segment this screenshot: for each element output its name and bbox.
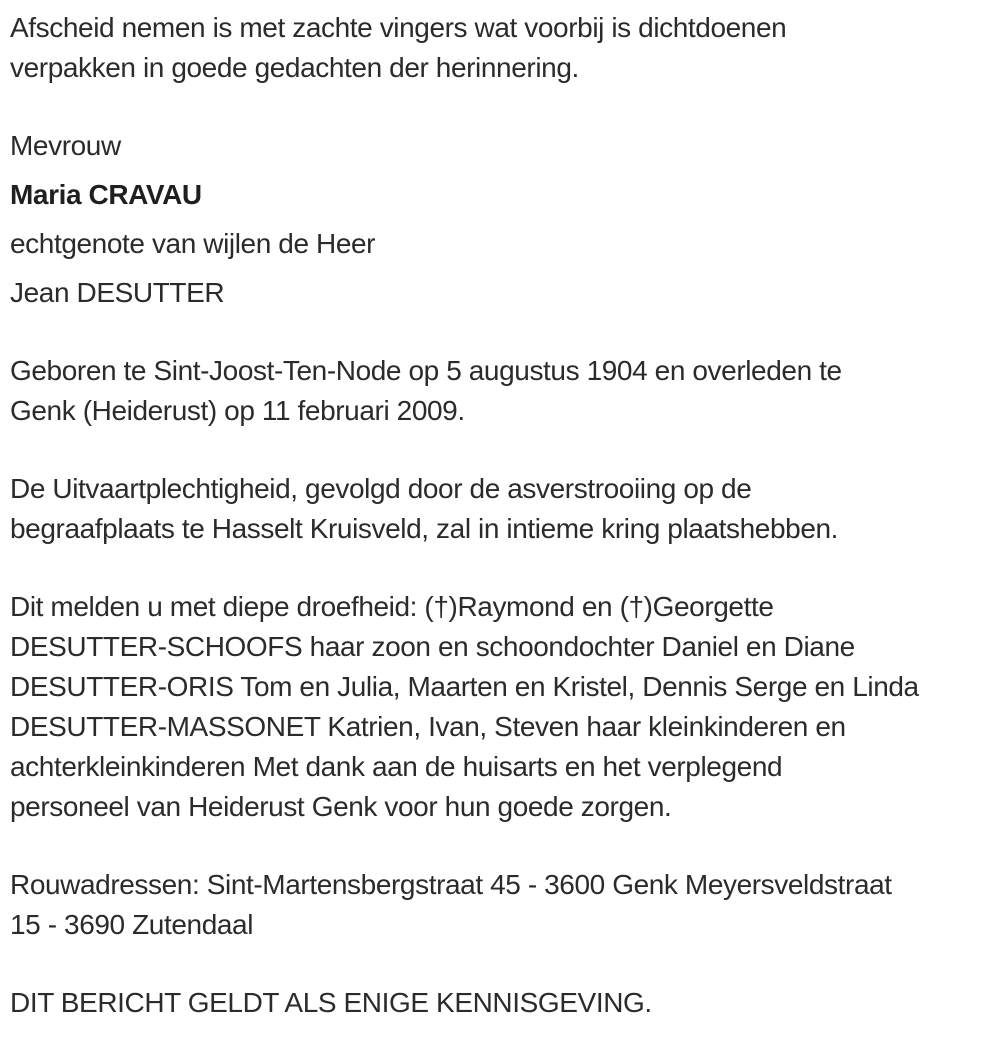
text-line: Genk (Heiderust) op 11 februari 2009. [10, 395, 465, 426]
text-line: personeel van Heiderust Genk voor hun goede zorgen. [10, 791, 672, 822]
text-line: De Uitvaartplechtigheid, gevolgd door de asverstrooiing op de [10, 473, 752, 504]
opening-verse [10, 8, 990, 88]
spouse-name [10, 273, 990, 313]
text-line: DESUTTER-ORIS Tom en Julia, Maarten en Kristel, Dennis Serge en Linda [10, 671, 919, 702]
ceremony-details [10, 469, 990, 549]
spouse-intro [10, 224, 990, 264]
birth-death-details [10, 351, 990, 431]
text-line: begraafplaats te Hasselt Kruisveld, zal in intieme kring plaatshebben. [10, 513, 839, 544]
text-line: Afscheid nemen is met zachte vingers wat voorbij is dichtdoenen [10, 12, 787, 43]
text-line: 15 - 3690 Zutendaal [10, 909, 254, 940]
text-line: DESUTTER-MASSONET Katrien, Ivan, Steven haar kleinkinderen en [10, 711, 846, 742]
deceased-name [10, 175, 990, 215]
text-line: verpakken in goede gedachten der herinnering. [10, 52, 579, 83]
text-line: Geboren te Sint-Joost-Ten-Node op 5 augustus 1904 en overleden te [10, 355, 842, 386]
text-line: DESUTTER-SCHOOFS haar zoon en schoondochter Daniel en Diane [10, 631, 855, 662]
obituary-text [10, 8, 990, 1023]
family-announcement [10, 587, 990, 827]
salutation [10, 126, 990, 166]
text-line: achterkleinkinderen Met dank aan de huisarts en het verplegend [10, 751, 783, 782]
text-line: Maria CRAVAU [10, 179, 202, 210]
mourning-addresses [10, 865, 990, 945]
text-line: Rouwadressen: Sint-Martensbergstraat 45 - 3600 Genk Meyersveldstraat [10, 869, 892, 900]
sole-notice-statement [10, 983, 990, 1023]
text-line: echtgenote van wijlen de Heer [10, 228, 376, 259]
text-line: Mevrouw [10, 130, 121, 161]
text-line: DIT BERICHT GELDT ALS ENIGE KENNISGEVING. [10, 987, 652, 1018]
text-line: Dit melden u met diepe droefheid: (†)Raymond en (†)Georgette [10, 591, 774, 622]
text-line: Jean DESUTTER [10, 277, 225, 308]
